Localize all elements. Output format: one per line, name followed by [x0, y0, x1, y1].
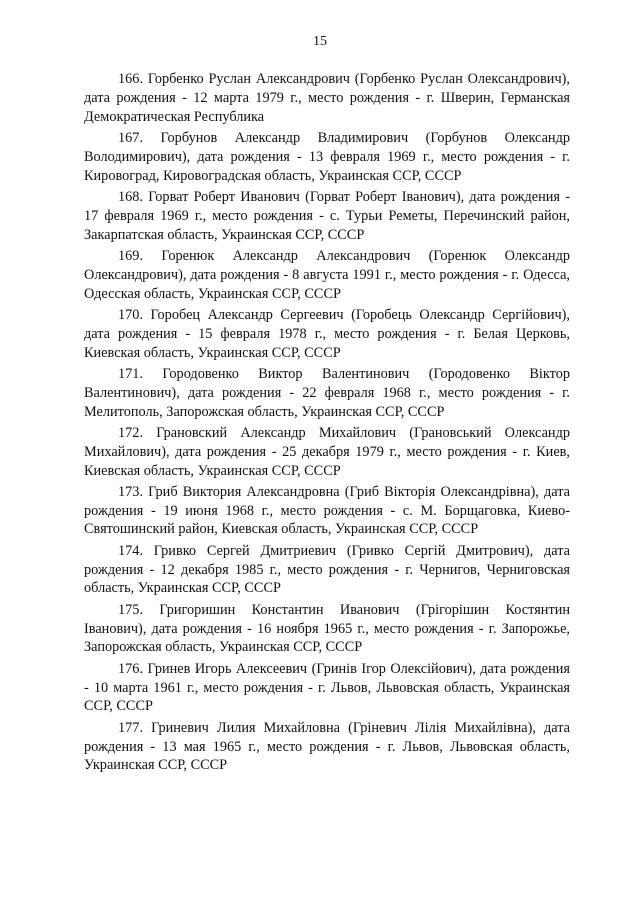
list-item: 166. Горбенко Руслан Александрович (Горбенко Руслан Олександрович), дата рождения - 12 марта 1979 г., место рождения - г. Шверин, Германская Демократическая Республика	[84, 71, 570, 125]
list-item: 172. Грановский Александр Михайлович (Грановський Олександр Михайлович), дата рождения - 25 декабря 1979 г., место рождения - г. Киев, Киевская область, Украинская ССР, СССР	[84, 424, 570, 479]
list-item: 170. Горобец Александр Сергеевич (Горобець Олександр Сергійович), дата рождения - 15 февраля 1978 г., место рождения - г. Белая Церковь, Киевская область, Украинская ССР, СССР	[84, 306, 570, 361]
entry-list	[84, 70, 570, 778]
page-number: 15	[313, 34, 327, 49]
list-item: 167. Горбунов Александр Владимирович (Горбунов Олександр Володимирович), дата рождения - 13 февраля 1969 г., место рождения - г. Кировоград, Кировоградская область, Украинская ССР, СССР	[84, 129, 570, 184]
list-item: 173. Гриб Виктория Александровна (Гриб Вікторія Олександрівна), дата рождения - 19 июня 1968 г., место рождения - с. М. Борщаговка, Киево-Святошинский район, Киевская область, Украинская ССР, СССР	[84, 483, 570, 538]
list-item: 168. Горват Роберт Иванович (Горват Роберт Іванович), дата рождения - 17 февраля 1969 г., место рождения - с. Турьи Реметы, Перечинский район, Закарпатская область, Украинская ССР, СССР	[84, 188, 570, 243]
list-item: 176. Гринев Игорь Алексеевич (Гринів Ігор Олексійович), дата рождения - 10 марта 1961 г., место рождения - г. Львов, Львовская область, Украинская ССР, СССР	[84, 660, 570, 715]
list-item: 177. Гриневич Лилия Михайловна (Гріневич Лілія Михайлівна), дата рождения - 13 мая 1965 г., место рождения - г. Львов, Львовская область, Украинская ССР, СССР	[84, 719, 570, 774]
list-item: 174. Гривко Сергей Дмитриевич (Гривко Сергій Дмитрович), дата рождения - 12 декабря 1985 г., место рождения - г. Чернигов, Черниговская область, Украинская ССР, СССР	[84, 542, 570, 597]
list-item: 175. Григоришин Константин Иванович (Грігорішин Костянтин Іванович), дата рождения - 16 ноября 1965 г., место рождения - г. Запорожье, Запорожская область, Украинская ССР, СССР	[84, 601, 570, 656]
list-item: 169. Горенюк Александр Александрович (Горенюк Олександр Олександрович), дата рождения - 8 августа 1991 г., место рождения - г. Одесса, Одесская область, Украинская ССР, СССР	[84, 247, 570, 302]
list-item: 171. Городовенко Виктор Валентинович (Городовенко Віктор Валентинович), дата рождения - 22 февраля 1968 г., место рождения - г. Мелитополь, Запорожская область, Украинская ССР, СССР	[84, 365, 570, 420]
